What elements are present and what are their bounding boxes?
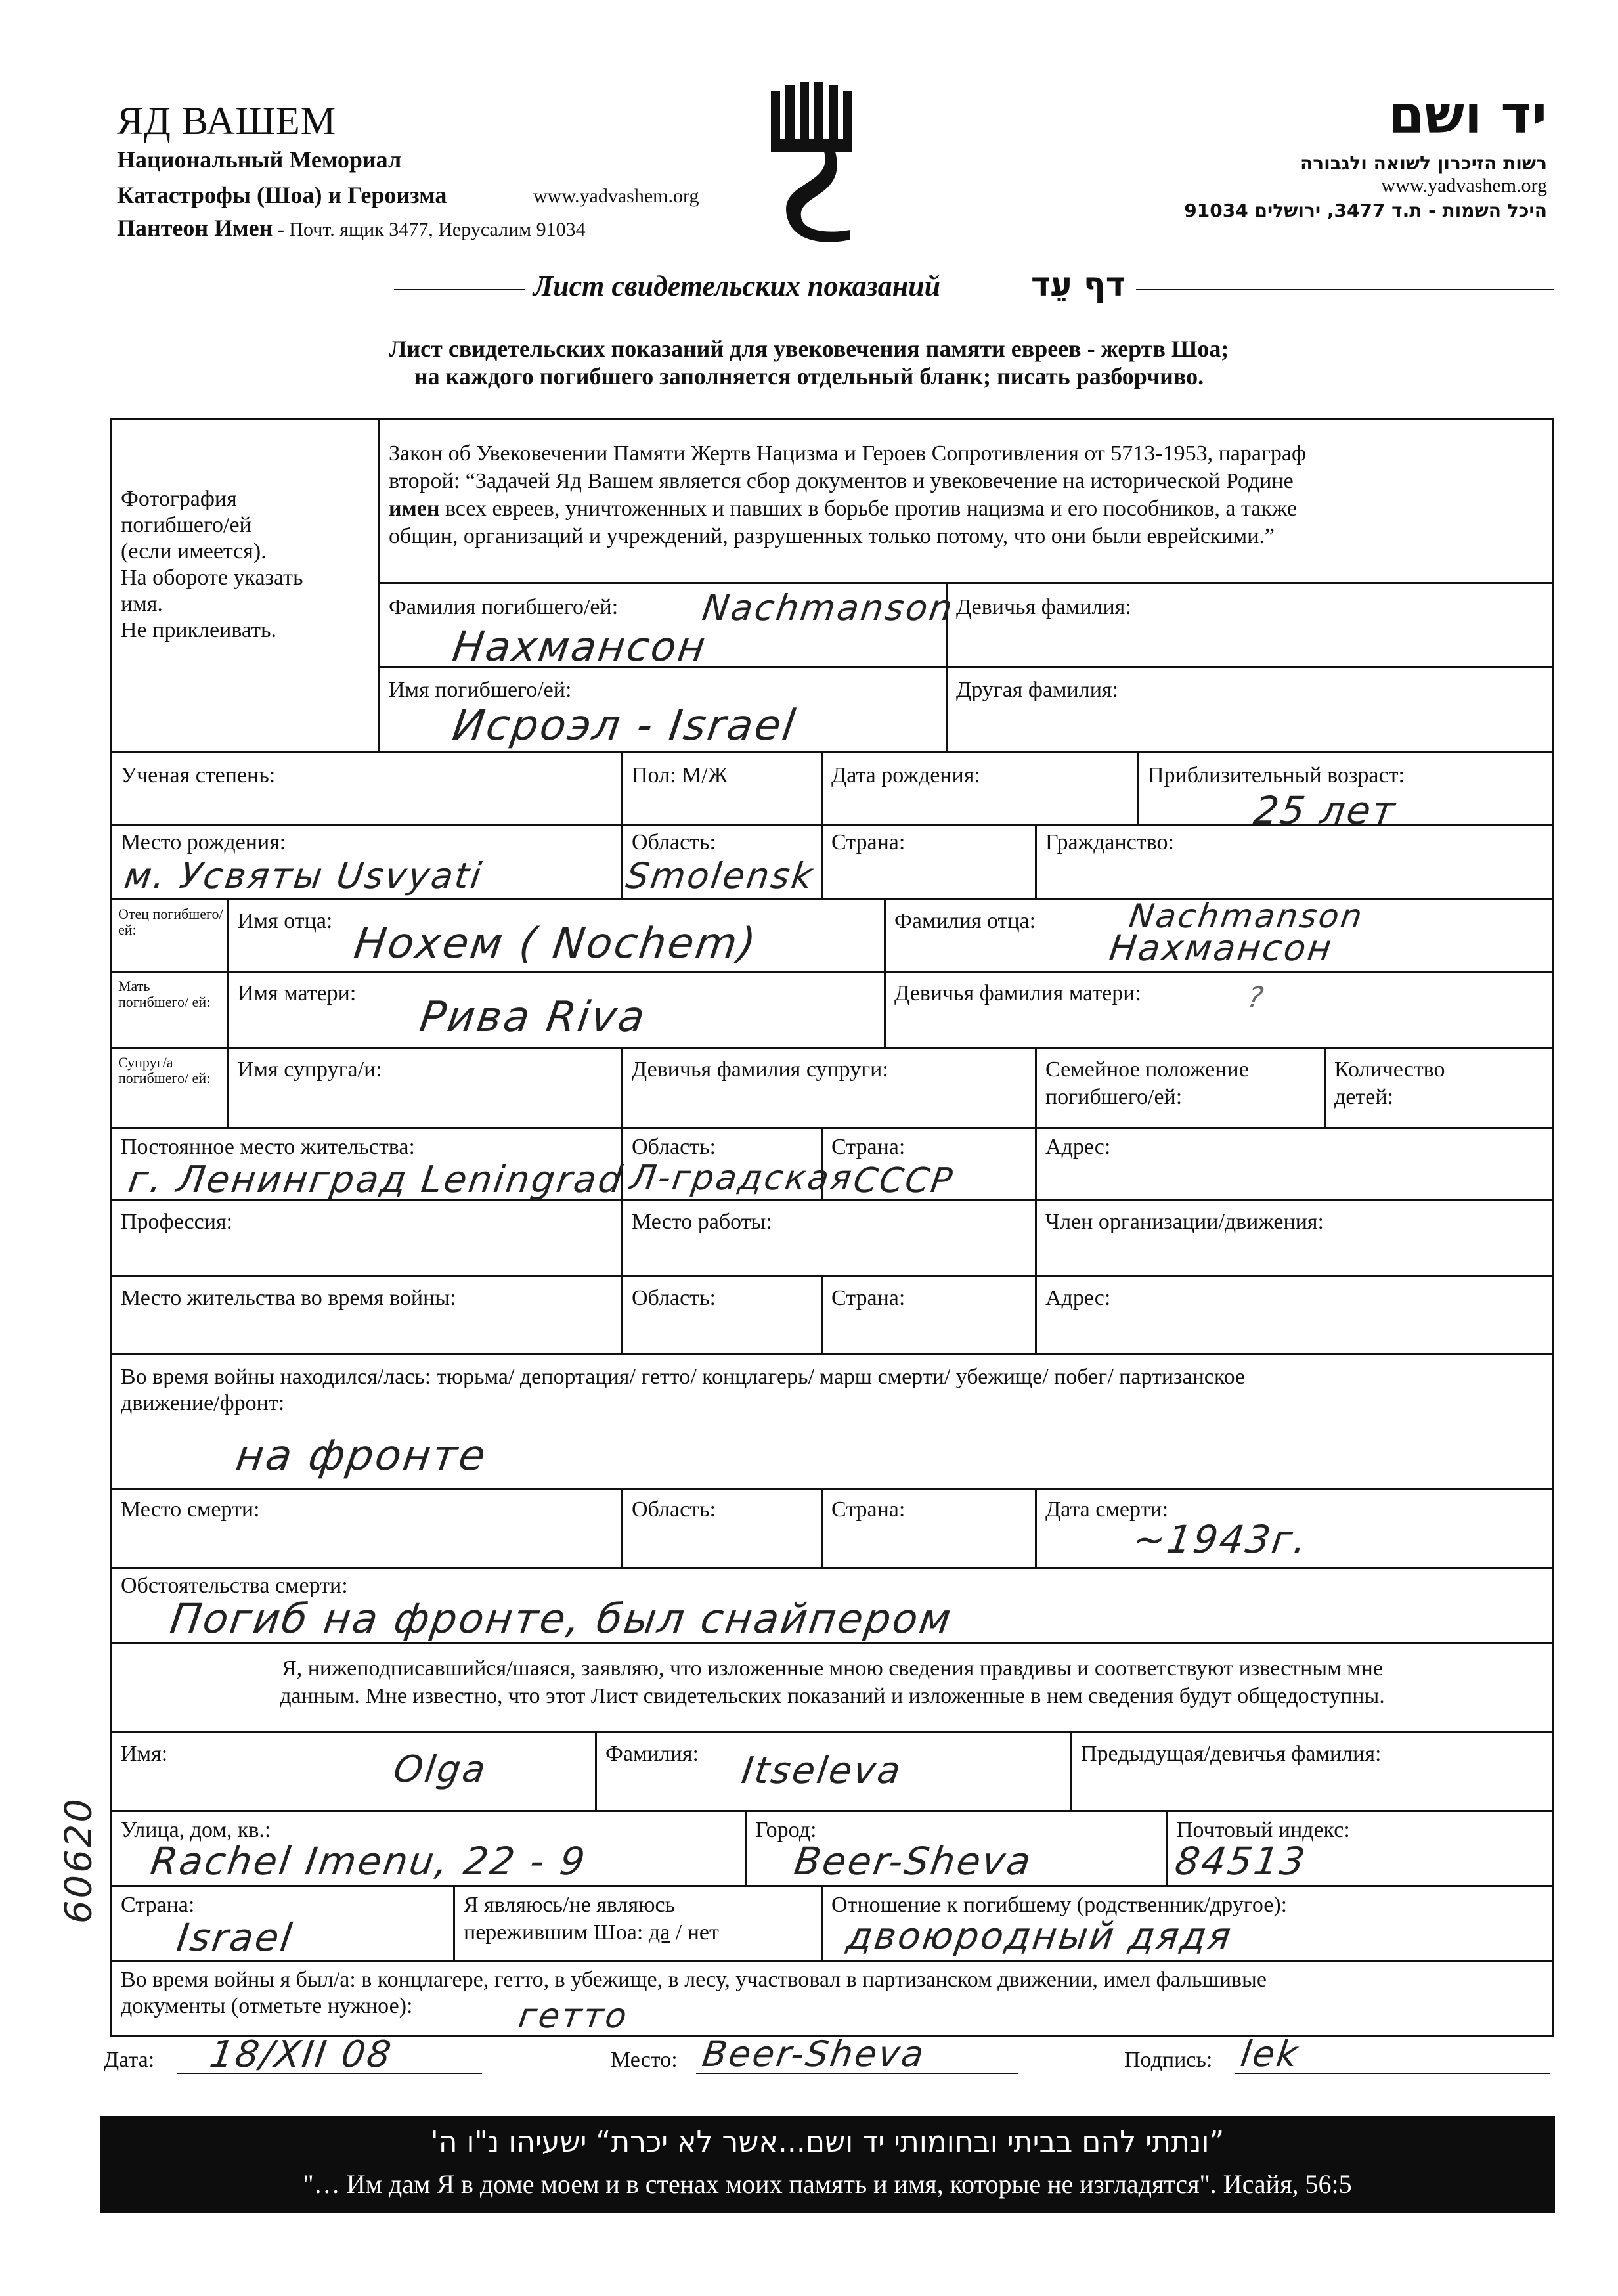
intro-line1: Лист свидетельских показаний для увековечения памяти евреев - жертв Шоа;	[389, 336, 1229, 362]
survivor-label-text: пережившим Шоа:	[464, 1920, 644, 1945]
region-label: Область:	[632, 830, 716, 854]
submitter-war-line1: Во время войны я был/а: в концлагере, гетто, в убежище, в лесу, участвовал в партизанском движении, имел фальшивые	[121, 1968, 1267, 1992]
footer-hebrew-quote: ”ונתתי להם בביתי ובחומותי יד ושם...אשר לא יכרת“ ישעיהו נ"ו ה'	[430, 2125, 1225, 2159]
grid-line	[621, 751, 623, 824]
survivor-label-1: Я являюсь/не являюсь	[464, 1893, 676, 1917]
father-surname-cyr[interactable]: Нахмансон	[1106, 927, 1336, 969]
grid-line	[1324, 1047, 1326, 1127]
law-line: второй: “Задачей Яд Вашем является сбор документов и увековечение на исторической Родине	[389, 469, 1294, 493]
death-place-label: Место смерти:	[121, 1497, 260, 1522]
date-value[interactable]: 18/XII 08	[207, 2033, 396, 2076]
death-date-value[interactable]: ~1943г.	[1130, 1517, 1311, 1562]
age-label: Приблизительный возраст:	[1148, 763, 1405, 787]
profession-label: Профессия:	[121, 1210, 232, 1234]
survivor-yes-option[interactable]: да	[648, 1920, 670, 1945]
footer-russian-quote: "… Им дам Я в доме моем и в стенах моих память и имя, которые не изгладятся". Исайя, 56:5	[303, 2169, 1352, 2199]
war-residence-label: Место жительства во время войны:	[121, 1286, 456, 1310]
mother-maiden-value[interactable]: ?	[1245, 981, 1267, 1015]
side-number: 60620	[57, 1796, 100, 1924]
relation-label: Отношение к погибшему (родственник/другое):	[831, 1893, 1288, 1917]
grid-line	[110, 1731, 1554, 1733]
photo-box	[121, 486, 370, 644]
birth-date-label: Дата рождения:	[831, 763, 980, 787]
footer-banner	[100, 2116, 1555, 2213]
photo-text-line: имя.	[121, 592, 163, 616]
spouse-name-label: Имя супруга/и:	[238, 1057, 382, 1082]
grid-line	[884, 898, 886, 1047]
street-label: Улица, дом, кв.:	[121, 1818, 271, 1842]
survivor-no-option[interactable]: / нет	[670, 1920, 719, 1945]
war-country-label: Страна:	[831, 1286, 906, 1310]
grid-line	[110, 1885, 1554, 1887]
victim-name-value[interactable]: Исроэл - Israel	[449, 701, 800, 750]
victim-surname-latin[interactable]: Nachmanson	[699, 587, 957, 629]
relation-value[interactable]: двоюродный дядя	[844, 1915, 1236, 1958]
grid-line	[621, 1127, 623, 1275]
org-title-he: יד ושם	[1388, 84, 1547, 145]
grid-line	[378, 418, 380, 751]
birthplace-label: Место рождения:	[121, 830, 286, 854]
residence-address-label: Адрес:	[1045, 1135, 1111, 1159]
grid-line	[821, 1488, 823, 1567]
marital-status-label-1: Семейное положение	[1045, 1057, 1249, 1082]
grid-line	[110, 751, 1554, 753]
spouse-side-label: Супруг/а погибшего/ ей:	[118, 1054, 211, 1086]
grid-line	[821, 1275, 823, 1353]
victim-surname-label: Фамилия погибшего/ей:	[389, 595, 619, 619]
death-region-label: Область:	[632, 1497, 716, 1522]
website-he: www.yadvashem.org	[1381, 175, 1547, 196]
mother-name-value[interactable]: Рива Riva	[416, 993, 650, 1042]
grid-line	[110, 1127, 1554, 1129]
sign-label: Подпись:	[1124, 2048, 1213, 2072]
residence-country-value[interactable]: СССР	[850, 1161, 957, 1201]
father-side-label: Отец погибшего/ ей:	[118, 906, 223, 938]
grid-border-right	[1552, 418, 1554, 2036]
law-line: общин, организаций и учреждений, разрушенных только потому, что они были еврейскими.”	[389, 524, 1275, 548]
grid-line	[821, 1885, 823, 1960]
grid-line	[821, 824, 823, 898]
city-label: Город:	[755, 1818, 817, 1842]
wartime-line1: Во время войны находился/лась: тюрьма/ депортация/ гетто/ концлагерь/ марш смерти/ убежище/ побег/ партизанское	[121, 1365, 1246, 1389]
submitter-war-line2: документы (отметьте нужное):	[121, 1994, 413, 2018]
place-label: Место:	[611, 2048, 678, 2072]
death-circumstances-label: Обстоятельства смерти:	[121, 1574, 348, 1598]
residence-region-label: Область:	[632, 1135, 716, 1159]
residence-value[interactable]: г. Ленинград Leningrad	[125, 1159, 627, 1201]
grid-line	[1035, 1127, 1037, 1275]
grid-line	[110, 1567, 1554, 1569]
citizenship-label: Гражданство:	[1045, 830, 1174, 854]
survivor-label-2	[464, 1920, 719, 1945]
grid-line	[227, 898, 229, 1127]
submitter-country-value[interactable]: Israel	[174, 1915, 297, 1960]
region-value[interactable]: Smolensk	[623, 855, 818, 896]
grid-line	[621, 1488, 623, 1567]
father-name-label: Имя отца:	[238, 909, 333, 933]
father-surname-label: Фамилия отца:	[894, 909, 1036, 933]
residence-country-label: Страна:	[831, 1135, 906, 1159]
age-value[interactable]: 25 лет	[1251, 788, 1400, 833]
pantheon-address: - Почт. ящик 3477, Иерусалим 91034	[273, 219, 586, 240]
photo-text-line: На обороте указать	[121, 565, 303, 590]
grid-line	[621, 1275, 623, 1353]
law-line-rest: всех евреев, уничтоженных и павших в борьбе против нацизма и его пособников, а также	[439, 497, 1297, 521]
war-address-label: Адрес:	[1045, 1286, 1111, 1310]
photo-text-line: погибшего/ей	[121, 513, 251, 537]
submitter-prev-name-label: Предыдущая/девичья фамилия:	[1081, 1742, 1382, 1766]
date-label: Дата:	[104, 2048, 155, 2072]
residence-label: Постоянное место жительства:	[121, 1135, 415, 1159]
grid-line	[110, 1275, 1554, 1277]
grid-line	[1137, 751, 1139, 824]
grid-line	[821, 751, 823, 824]
grid-line	[621, 1047, 623, 1127]
mother-side-label: Мать погибшего/ ей:	[118, 978, 211, 1010]
victim-maiden-label: Девичья фамилия:	[956, 595, 1131, 619]
photo-text-line: (если имеется).	[121, 539, 267, 563]
victim-other-surname-label: Другая фамилия:	[956, 678, 1118, 702]
law-line	[389, 495, 1544, 523]
grid-line	[1035, 824, 1037, 898]
grid-line	[110, 1810, 1554, 1812]
wartime-line2: движение/фронт:	[121, 1391, 285, 1415]
grid-line	[110, 1488, 1554, 1490]
sex-label: Пол: М/Ж	[632, 763, 728, 787]
wartime-value[interactable]: на фронте	[232, 1432, 491, 1480]
mother-maiden-label: Девичья фамилия матери:	[894, 981, 1141, 1005]
grid-border-left	[110, 418, 112, 2036]
org-line2: Национальный Мемориал	[117, 146, 402, 173]
org-title-ru: ЯД ВАШЕМ	[117, 99, 337, 143]
city-value[interactable]: Beer-Sheva	[791, 1839, 1036, 1884]
law-text	[389, 440, 1544, 550]
grid-line	[621, 824, 623, 898]
submitter-country-label: Страна:	[121, 1893, 195, 1917]
children-label-1: Количество	[1334, 1057, 1445, 1082]
photo-text-line: Не приклеивать.	[121, 618, 276, 642]
death-date-label: Дата смерти:	[1045, 1497, 1169, 1522]
street-value[interactable]: Rachel Imenu, 22 - 9	[148, 1839, 590, 1884]
grid-line	[595, 1731, 597, 1810]
grid-line	[110, 1047, 1554, 1049]
grid-line	[110, 1960, 1554, 1962]
website-ru: www.yadvashem.org	[533, 185, 699, 207]
grid-line	[110, 1353, 1554, 1355]
grid-line	[1166, 1810, 1168, 1885]
mother-name-label: Имя матери:	[238, 981, 357, 1005]
declaration-line1: Я, нижеподписавшийся/шаяся, заявляю, что изложенные мною сведения правдивы и соответствуют известным мне	[282, 1656, 1383, 1681]
grid-line	[745, 1810, 747, 1885]
form-title-ru: Лист свидетельских показаний	[533, 270, 941, 302]
children-label-2: детей:	[1334, 1085, 1393, 1109]
victim-surname-cyr[interactable]: Нахмансон	[449, 623, 711, 671]
law-line: Закон об Увековечении Памяти Жертв Нацизма и Героев Сопротивления от 5713-1953, параграф	[389, 441, 1307, 466]
he-line1: רשות הזיכרון לשואה ולגבורה	[1300, 152, 1547, 174]
submitter-last-name-label: Фамилия:	[605, 1742, 699, 1766]
place-value[interactable]: Beer-Sheva	[699, 2033, 929, 2075]
grid-line	[1035, 1275, 1037, 1353]
sign-value[interactable]: lek	[1238, 2033, 1302, 2075]
member-label: Член организации/движения:	[1045, 1210, 1324, 1234]
grid-line	[1035, 1488, 1037, 1567]
pantheon-title: Пантеон Имен	[117, 215, 273, 241]
grid-line	[1035, 1047, 1037, 1127]
submitter-war-value[interactable]: гетто	[515, 1997, 631, 2036]
grid-line	[378, 582, 1554, 584]
residence-region-value[interactable]: Л-градская	[627, 1159, 856, 1198]
submitter-first-name-label: Имя:	[121, 1742, 168, 1766]
birthplace-value[interactable]: м. Усвяты Usvyati	[121, 855, 486, 896]
workplace-label: Место работы:	[632, 1210, 772, 1234]
grid-line	[1070, 1731, 1072, 1810]
victim-name-label: Имя погибшего/ей:	[389, 678, 572, 702]
grid-line	[453, 1885, 455, 1960]
degree-label: Ученая степень:	[121, 763, 276, 787]
war-region-label: Область:	[632, 1286, 716, 1310]
submitter-last-name-value[interactable]: Itseleva	[739, 1750, 906, 1792]
submitter-first-name-value[interactable]: Olga	[391, 1748, 491, 1791]
country-label: Страна:	[831, 830, 906, 854]
intro-line2: на каждого погибшего заполняется отдельный бланк; писать разборчиво.	[414, 363, 1204, 389]
grid-line	[110, 418, 1554, 420]
grid-line	[110, 971, 1554, 973]
zip-value[interactable]: 84513	[1172, 1839, 1310, 1884]
law-bold-word: имен	[389, 497, 440, 521]
father-name-value[interactable]: Нохем ( Nochem)	[351, 919, 761, 968]
father-surname-latin[interactable]: Nachmanson	[1126, 897, 1367, 935]
declaration-line2: данным. Мне известно, что этот Лист свидетельских показаний и изложенные в нем сведения будут общедоступны.	[280, 1684, 1385, 1708]
marital-status-label-2: погибшего/ей:	[1045, 1085, 1183, 1109]
org-line3: Катастрофы (Шоа) и Героизма	[117, 182, 447, 208]
photo-text-line: Фотография	[121, 487, 237, 511]
he-address: היכל השמות - ת.ד 3477, ירושלים 91034	[1184, 200, 1547, 221]
death-circumstances-value[interactable]: Погиб на фронте, был снайпером	[167, 1595, 956, 1643]
zip-label: Почтовый индекс:	[1177, 1818, 1350, 1842]
form-title-he: דף עֵד	[1031, 265, 1126, 303]
death-country-label: Страна:	[831, 1497, 906, 1522]
spouse-maiden-label: Девичья фамилия супруги:	[632, 1057, 888, 1082]
